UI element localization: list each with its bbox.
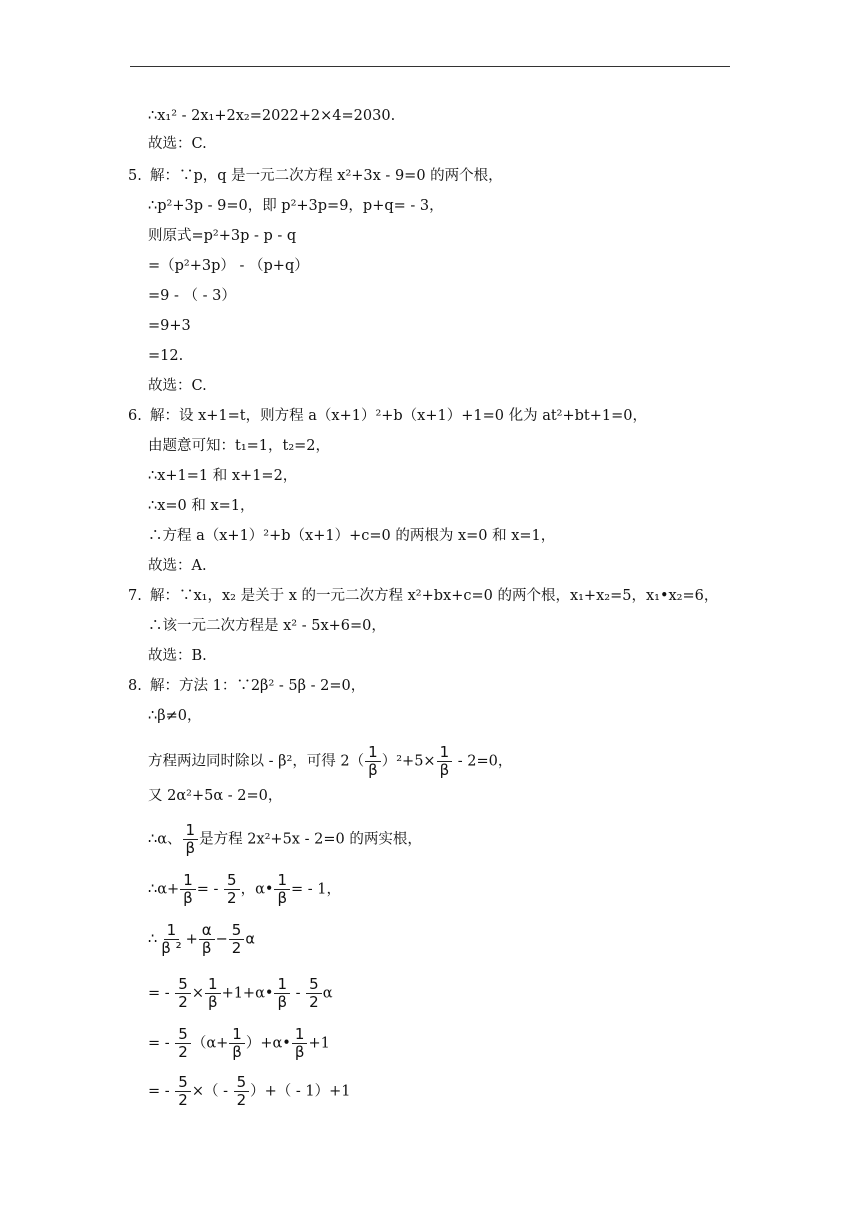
line-text: 解：设 x+1=t，则方程 a（x+1）²+b（x+1）+1=0 化为 at²+bt+1=0，: [150, 408, 647, 424]
problem-number: 7.: [128, 588, 142, 604]
fraction-1-over-beta: $\frac{1}{\beta}$: [180, 872, 196, 907]
fraction-1-over-beta: $\frac{1}{\beta}$: [292, 1026, 308, 1061]
solution-line-26: ∴ $\frac{1}{\text{β ²}}$ + $\frac{\alpha}{\beta}$ − $\frac{5}{2}$ α: [148, 921, 255, 957]
problem-number: 6.: [128, 408, 142, 424]
solution-line-17: [128, 586, 718, 606]
line-text: ∴β≠0，: [148, 708, 202, 724]
line-text: ∴p²+3p - 9=0，即 p²+3p=9，p+q= - 3，: [148, 198, 444, 214]
solution-line-18: [148, 616, 386, 636]
header-rule: [130, 66, 730, 67]
solution-line-9: [148, 346, 183, 366]
line-text: 故选：C.: [148, 378, 207, 394]
solution-line-28: = - $\frac{5}{2}$ （α+ $\frac{1}{\beta}$ ）+α• $\frac{1}{\beta}$ +1: [148, 1025, 330, 1061]
line-text: 由题意可知：t₁=1，t₂=2，: [148, 438, 331, 454]
fraction-1-over-beta: $\frac{1}{\beta}$: [183, 822, 199, 857]
fraction-5-over-2: $\frac{5}{2}$: [224, 872, 240, 907]
solution-line-27: = - $\frac{5}{2}$ × $\frac{1}{\beta}$ +1+α• $\frac{1}{\beta}$ - $\frac{5}{2}$ α: [148, 975, 333, 1011]
solution-line-23: 又 2α²+5α - 2=0，: [148, 788, 283, 804]
solution-line-25: ∴α+ $\frac{1}{\beta}$ = - $\frac{5}{2}$ ，α• $\frac{1}{\beta}$ = - 1，: [148, 871, 342, 907]
fraction-5-over-2: $\frac{5}{2}$: [306, 976, 322, 1011]
solution-line-16: [148, 556, 207, 576]
line-text: ∴该一元二次方程是 x² - 5x+6=0，: [148, 618, 386, 634]
line-text: ∴x+1=1 和 x+1=2，: [148, 468, 298, 484]
line-text: 故选：C.: [148, 136, 207, 152]
line-text: 则原式=p²+3p - p - q: [148, 228, 297, 244]
line-text: =12.: [148, 348, 184, 364]
line-text: 故选：B.: [148, 648, 207, 664]
solution-line-4: [148, 196, 444, 216]
solution-line-24: ∴α、 $\frac{1}{\beta}$ 是方程 2x²+5x - 2=0 的两实根，: [148, 821, 422, 857]
solution-line-3: [128, 166, 503, 186]
solution-line-11: [128, 406, 647, 426]
solution-line-13: [148, 466, 297, 486]
fraction-1-over-beta: $\frac{1}{\beta}$: [274, 976, 290, 1011]
solution-line-1: [148, 106, 395, 126]
line-text: ∴方程 a（x+1）²+b（x+1）+c=0 的两根为 x=0 和 x=1，: [148, 528, 556, 544]
line-text: ∴x₁² - 2x₁+2x₂=2022+2×4=2030.: [148, 108, 396, 124]
line-text: 解：∵x₁，x₂ 是关于 x 的一元二次方程 x²+bx+c=0 的两个根，x₁+x₂=5，x₁•x₂=6，: [150, 588, 719, 604]
fraction-1-over-beta: $\frac{1}{\beta}$: [274, 872, 290, 907]
line-text: 故选：A.: [148, 558, 207, 574]
problem-number: 5.: [128, 168, 142, 184]
fraction-1-over-beta-squared: $\frac{1}{\text{β ²}}$: [161, 921, 182, 957]
fraction-alpha-over-beta: $\frac{\alpha}{\beta}$: [199, 922, 215, 957]
fraction-1-over-beta: $\frac{1}{\beta}$: [437, 744, 453, 779]
line-text: ∴x=0 和 x=1，: [148, 498, 255, 514]
solution-line-20: [128, 676, 365, 696]
line-text: 解：∵p，q 是一元二次方程 x²+3x - 9=0 的两个根，: [150, 168, 503, 184]
fraction-1-over-beta: $\frac{1}{\beta}$: [365, 744, 381, 779]
solution-line-29: = - $\frac{5}{2}$ ×（ - $\frac{5}{2}$ ）+（ - 1）+1: [148, 1073, 351, 1109]
line-text: =（p²+3p） - （p+q）: [148, 258, 309, 274]
fraction-5-over-2: $\frac{5}{2}$: [175, 1074, 191, 1109]
solution-line-21: [148, 706, 201, 726]
solution-line-8: [148, 316, 191, 336]
solution-line-6: [148, 256, 309, 276]
solution-line-10: [148, 376, 207, 396]
line-text: =9 - （ - 3）: [148, 288, 236, 304]
fraction-5-over-2: $\frac{5}{2}$: [175, 1026, 191, 1061]
fraction-5-over-2: $\frac{5}{2}$: [234, 1074, 250, 1109]
solution-line-15: [148, 526, 555, 546]
solution-line-2: [148, 134, 207, 154]
solution-line-12: [148, 436, 330, 456]
problem-number: 8.: [128, 678, 142, 694]
solution-line-5: [148, 226, 296, 246]
fraction-1-over-beta: $\frac{1}{\beta}$: [205, 976, 221, 1011]
fraction-5-over-2: $\frac{5}{2}$: [175, 976, 191, 1011]
solution-line-14: [148, 496, 255, 516]
line-text: 解：方法 1：∵2β² - 5β - 2=0，: [150, 678, 366, 694]
solution-line-7: [148, 286, 236, 306]
line-text: =9+3: [148, 318, 191, 334]
solution-line-22: 方程两边同时除以 - β²，可得 2（ $\frac{1}{\beta}$ ）²+5× $\frac{1}{\beta}$ - 2=0，: [148, 743, 513, 779]
solution-line-19: [148, 646, 207, 666]
fraction-1-over-beta: $\frac{1}{\beta}$: [229, 1026, 245, 1061]
fraction-5-over-2: $\frac{5}{2}$: [229, 922, 245, 957]
